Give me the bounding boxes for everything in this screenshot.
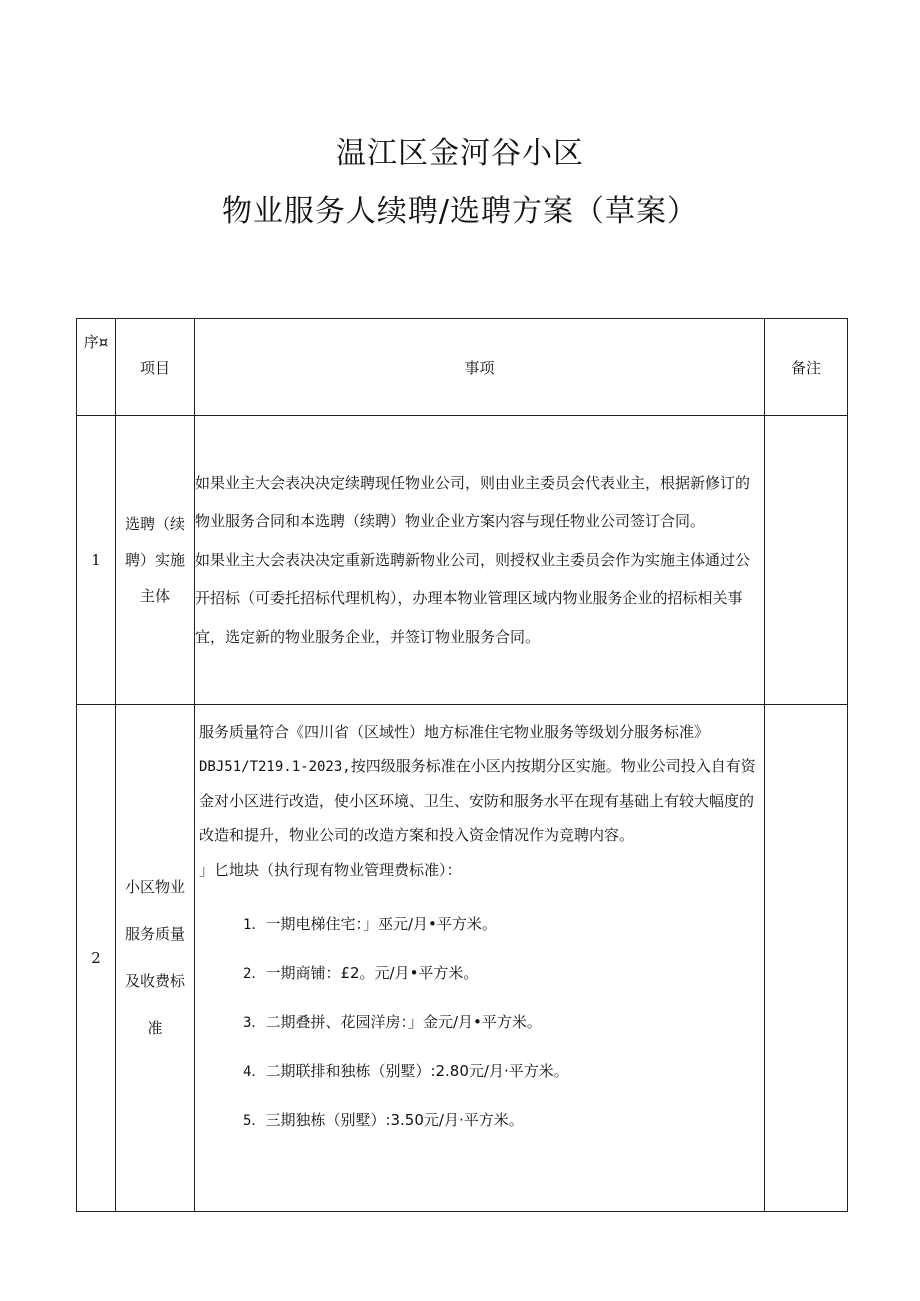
row-item-text: 选聘（续聘）实施主体	[124, 515, 185, 605]
row-note	[765, 416, 848, 705]
row-item	[116, 416, 195, 705]
matter-intro	[199, 715, 760, 852]
matter-paragraph: 如果业主大会表决决定续聘现任物业公司，则由业主委员会代表业主，根据新修订的物业服务合同和本选聘（续聘）物业企业方案内容与现任物业公司签订合同。	[195, 473, 751, 531]
document-subtitle: 物业服务人续聘/选聘方案（草案）	[221, 194, 699, 229]
fee-item-text: 一期电梯住宅：」巫元/月•平方米。	[265, 915, 497, 933]
fee-item	[199, 1047, 760, 1096]
header-item: 项目	[116, 319, 195, 416]
row-number: 2	[77, 705, 116, 1212]
row-item	[116, 705, 195, 1212]
fee-item	[199, 949, 760, 998]
fee-item-number: 2．	[243, 966, 266, 982]
fee-item-number: 5．	[243, 1113, 266, 1129]
header-no: 序¤	[77, 319, 116, 416]
standard-code: DBJ51/T219.1-2023,	[199, 759, 351, 775]
fee-item-text: 一期商铺：£2。元/月•平方米。	[265, 964, 479, 982]
matter-paragraph: 如果业主大会表决决定重新选聘新物业公司，则授权业主委员会作为实施主体通过公开招标（可委托招标代理机构），办理本物业管理区域内物业服务企业的招标相关事宜，选定新的物业服务企业，并签订物业服务合同。	[195, 550, 751, 646]
fee-item-number: 3．	[243, 1015, 266, 1031]
row-number: 1	[77, 416, 116, 705]
plan-table	[76, 318, 848, 1212]
fee-item-text: 三期独栋（别墅）:3.50元/月·平方米。	[265, 1111, 524, 1129]
table-row	[77, 416, 848, 705]
fee-item-text: 二期联排和独栋（别墅）:2.80元/月·平方米。	[265, 1062, 569, 1080]
row-note	[765, 705, 848, 1212]
fee-item	[199, 998, 760, 1047]
matter-subheading: 」匕地块（执行现有物业管理费标准）：	[199, 861, 462, 879]
document-title: 温江区金河谷小区	[336, 136, 584, 171]
row-item-text: 小区物业服务质量及收费标准	[124, 878, 185, 1037]
fee-item-number: 1．	[243, 917, 266, 933]
header-matter: 事项	[195, 319, 765, 416]
table-header-row	[77, 319, 848, 416]
standard-desc: 按四级服务标准在小区内按期分区实施。物业公司投入自有资金对小区进行改造，使小区环境、卫生、安防和服务水平在现有基础上有较大幅度的改造和提升，物业公司的改造方案和投入资金情况作为竞聘内容。	[199, 757, 756, 844]
fee-item	[199, 900, 760, 949]
fee-item-number: 4．	[243, 1064, 266, 1080]
standard-name: 服务质量符合《四川省（区域性）地方标准住宅物业服务等级划分服务标准》	[199, 723, 710, 741]
row-matter	[195, 705, 765, 1212]
table-row	[77, 705, 848, 1212]
fee-item	[199, 1096, 760, 1145]
fee-list	[199, 900, 760, 1145]
row-matter	[195, 416, 765, 705]
fee-item-text: 二期叠拼、花园洋房：」金元/月•平方米。	[265, 1013, 542, 1031]
header-note: 备注	[765, 319, 848, 416]
